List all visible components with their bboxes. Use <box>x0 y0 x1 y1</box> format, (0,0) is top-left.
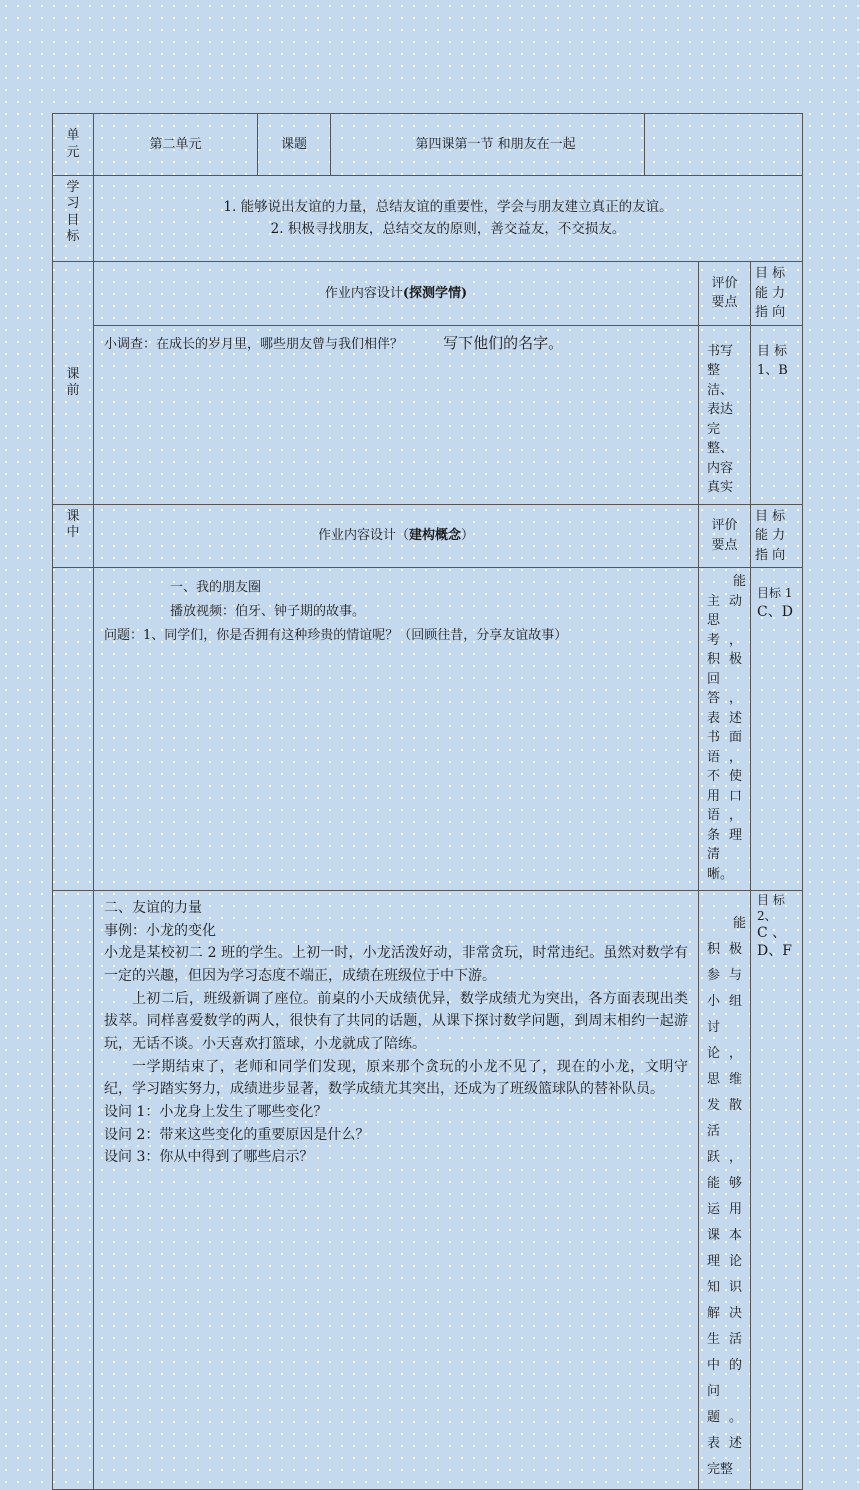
pre-eval-header: 评价 要点 <box>699 262 751 326</box>
part2-eval-text: 能积极参与小组讨论，思维发散活跃，能够运用课本理论知识解决生活中的问题。表述完整 <box>699 891 751 1490</box>
part1-eval-text: 能主动思考，积极回答，表述书面语，不使用口语， 条理清晰。 <box>699 568 751 891</box>
goals-label: 学 习 目 标 <box>53 176 94 262</box>
part2-q3: 设问 3：你从中得到了哪些启示？ <box>104 1149 314 1166</box>
pre-survey-content <box>94 325 699 504</box>
part2-row <box>53 891 803 1490</box>
unit-label: 单 元 <box>53 114 94 176</box>
pre-content-row <box>53 325 803 504</box>
homework-design-table <box>52 113 803 1490</box>
mid-header-row <box>53 504 803 568</box>
mid-header-title: 作业内容设计（建构概念） <box>94 504 699 568</box>
mid-target-header: 目 标 能 力 指 向 <box>751 504 803 568</box>
topic-empty-cell <box>645 114 803 176</box>
part2-para2: 上初二后，班级新调了座位。前桌的小天成绩优异，数学成绩尤为突出，各方面表现出类拔萃。同样喜爱数学的两人，很快有了共同的话题，从课下探讨数学问题，到周末相约一起游玩，无话不谈。小天喜欢打篮球，小龙就成了陪练。 <box>104 990 689 1053</box>
part1-question: 问题：1、同学们，你是否拥有这种珍贵的情谊呢？（回顾往昔，分享友谊故事） <box>104 628 568 644</box>
mid-eval-header: 评价 要点 <box>699 504 751 568</box>
part2-label-cell <box>53 891 94 1490</box>
part2-content <box>94 891 699 1490</box>
part2-q1: 设问 1：小龙身上发生了哪些变化？ <box>104 1104 328 1121</box>
part2-para3: 一学期结束了，老师和同学们发现，原来那个贪玩的小龙不见了，现在的小龙，文明守纪，学习踏实努力，成绩进步显著，数学成绩尤其突出，还成为了班级篮球队的替补队员。 <box>104 1058 689 1098</box>
topic-label: 课题 <box>258 114 331 176</box>
goal-item-1: 1. 能够说出友谊的力量，总结友谊的重要性，学会与朋友建立真正的友谊。 <box>223 198 673 215</box>
survey-text: 小调查：在成长的岁月里，哪些朋友曾与我们相伴？ <box>104 336 404 352</box>
part1-title: 一、我的朋友圈 <box>170 580 262 595</box>
part1-video: 播放视频：伯牙、钟子期的故事。 <box>170 604 366 620</box>
pre-eval-text: 书写整洁、表达完整、内容真实 <box>699 325 751 504</box>
goals-content <box>94 176 803 262</box>
pre-header-row <box>53 262 803 326</box>
part1-label-cell <box>53 568 94 891</box>
topic-value: 第四课第一节 和朋友在一起 <box>331 114 645 176</box>
pre-target-header: 目 标 能 力 指 向 <box>751 262 803 326</box>
part1-content <box>94 568 699 891</box>
part1-target: 目标 1 C、D <box>751 568 803 891</box>
part1-row <box>53 568 803 891</box>
pre-target-text: 目 标 1、B <box>751 325 803 504</box>
part2-example: 事例：小龙的变化 <box>104 922 216 939</box>
in-class-label: 课 中 <box>53 504 94 568</box>
goals-row <box>53 176 803 262</box>
unit-row <box>53 114 803 176</box>
part2-target: 目 标 2、 C 、D、F <box>751 891 803 1490</box>
goal-item-2: 2. 积极寻找朋友，总结交友的原则，善交益友，不交损友。 <box>270 220 626 237</box>
part2-q2: 设问 2：带来这些变化的重要原因是什么？ <box>104 1126 370 1143</box>
survey-task: 写下他们的名字。 <box>443 333 564 352</box>
unit-value: 第二单元 <box>94 114 258 176</box>
pre-header-title: 作业内容设计(探测学情) <box>94 262 699 326</box>
part2-para1: 小龙是某校初二 2 班的学生。上初一时，小龙活泼好动，非常贪玩，时常违纪。虽然对数学有一定的兴趣，但因为学习态度不端正，成绩在班级位于中下游。 <box>104 945 689 985</box>
part2-title: 二、友谊的力量 <box>104 900 202 916</box>
pre-class-label: 课 前 <box>53 262 94 505</box>
